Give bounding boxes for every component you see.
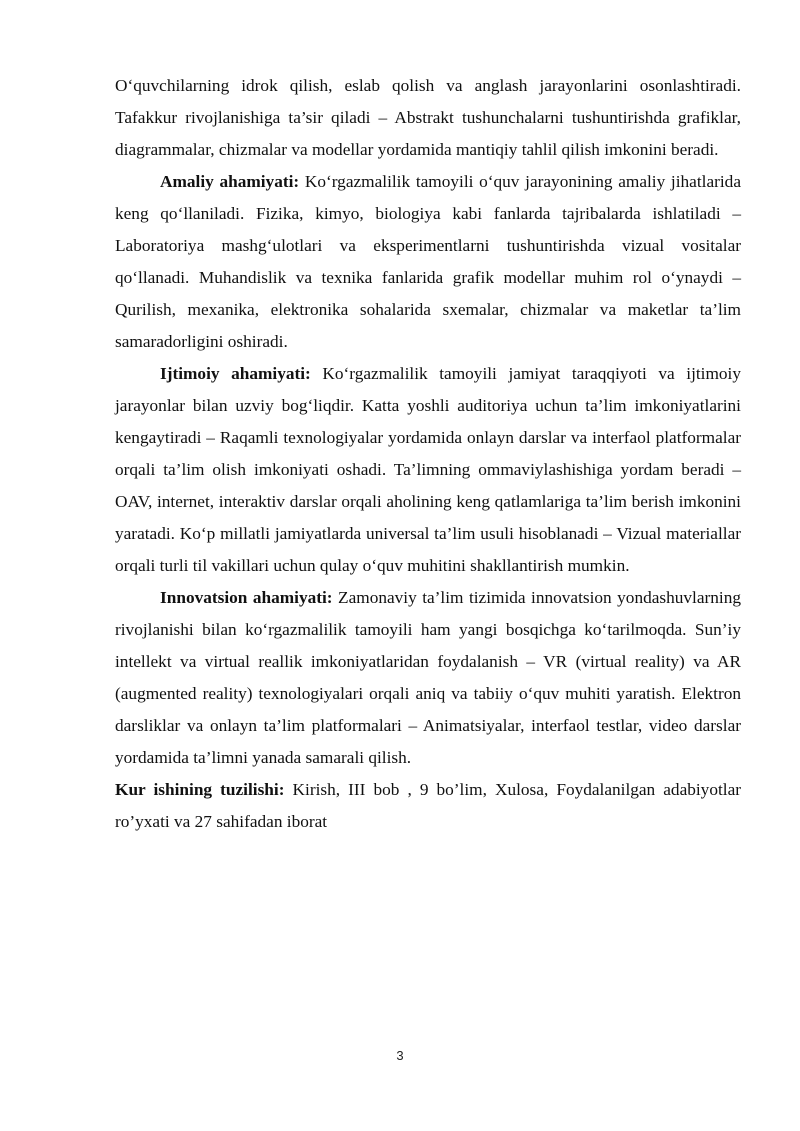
social-significance-text: Ko‘rgazmalilik tamoyili jamiyat taraqqiyoti va ijtimoiy jarayonlar bilan uzviy bog‘liqdir. Katta yoshli auditoriya uchun ta’lim imkoniyatlarini kengaytiradi – Raqamli texnologiyalar yordamida onlayn darslar va interfaol platformalar orqali ta’lim olish imkoniyati oshadi. Ta’limning ommaviylashishiga yordam beradi – OAV, internet, interaktiv darslar orqali aholining keng qatlamlariga ta’lim berish imkonini yaratadi. Ko‘p millatli jamiyatlarda universal ta’lim usuli hisoblanadi – Vizual materiallar orqali turli til vakillari uchun qulay o‘quv muhitini shakllantirish mumkin. (115, 364, 741, 575)
practical-significance-heading: Amaliy ahamiyati: (160, 172, 300, 191)
practical-significance-paragraph (115, 166, 741, 358)
work-structure-text: Kirish, III bob , 9 bo’lim, Xulosa, Foydalanilgan adabiyotlar ro’yxati va 27 sahifadan iborat (115, 780, 741, 831)
intro-paragraph: O‘quvchilarning idrok qilish, eslab qolish va anglash jarayonlarini osonlashtiradi. Tafakkur rivojlanishiga ta’sir qiladi – Abstrakt tushunchalarni tushuntirishda grafiklar, diagrammalar, chizmalar va modellar yordamida mantiqiy tahlil qilish imkonini beradi. (115, 76, 741, 159)
work-structure-heading: Kur ishining tuzilishi: (115, 780, 285, 799)
practical-significance-text: Ko‘rgazmalilik tamoyili o‘quv jarayonining amaliy jihatlarida keng qo‘llaniladi. Fizika, kimyo, biologiya kabi fanlarda tajribalarda ishlatiladi – Laboratoriya mashg‘ulotlari va eksperimentlarni tushuntirishda vizual vositalar qo‘llanadi. Muhandislik va texnika fanlarida grafik modellar muhim rol o‘ynaydi – Qurilish, mexanika, elektronika sohalarida sxemalar, chizmalar va maketlar ta’lim samaradorligini oshiradi. (115, 172, 741, 351)
social-significance-heading: Ijtimoiy ahamiyati: (160, 364, 311, 383)
work-structure-paragraph (115, 774, 741, 838)
page-body (115, 70, 741, 838)
innovative-significance-heading: Innovatsion ahamiyati: (160, 588, 333, 607)
innovative-significance-text: Zamonaviy ta’lim tizimida innovatsion yondashuvlarning rivojlanishi bilan ko‘rgazmalilik tamoyili ham yangi bosqichga ko‘tarilmoqda. Sun’iy intellekt va virtual reallik imkoniyatlaridan foydalanish – VR (virtual reality) va AR (augmented reality) texnologiyalari orqali aniq va tabiiy o‘quv muhiti yaratish. Elektron darsliklar va onlayn ta’lim platformalari – Animatsiyalar, interfaol testlar, video darslar yordamida ta’limni yanada samarali qilish. (115, 588, 741, 767)
social-significance-paragraph (115, 358, 741, 582)
innovative-significance-paragraph (115, 582, 741, 774)
page-number: 3 (396, 1048, 404, 1063)
